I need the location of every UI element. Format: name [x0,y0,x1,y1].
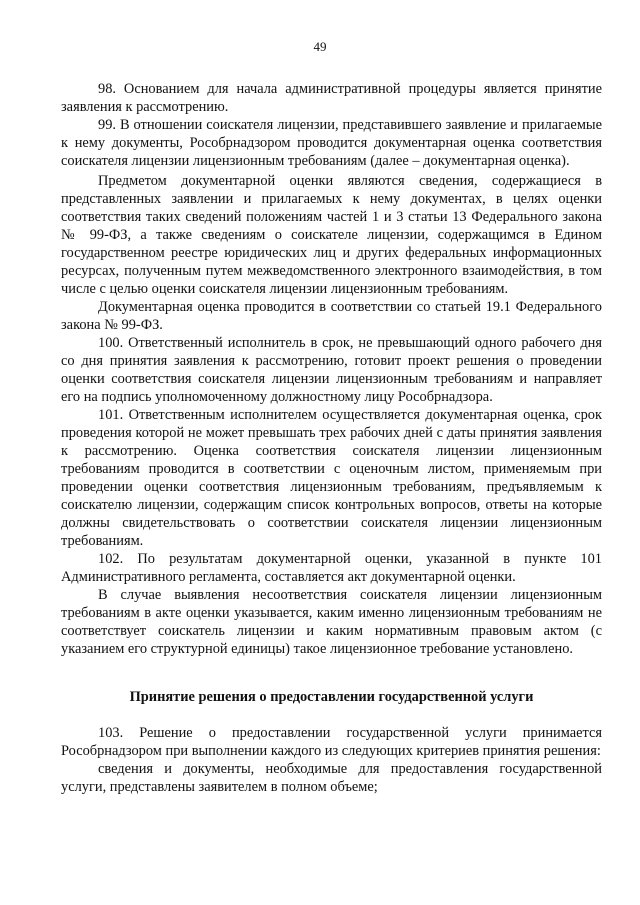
paragraph-101: 101. Ответственным исполнителем осуществляется документарная оценка, срок проведения которой не может превышать трех рабочих дней с даты принятия заявления к рассмотрению. Оценка соответствия соискателя лицензии лицензионным требованиям проводится в соответствии с оценочным листом, применяемым при проведении оценки соответствия лицензионным требованиям, предъявляемым к соискателю лицензии, содержащим список контрольных вопросов, ответы на которые должны свидетельствовать о соответствии соискателя лицензии лицензионным требованиям. [61,407,602,549]
section-heading: Принятие решения о предоставлении государственной услуги [129,689,534,705]
paragraph-criterion-1: сведения и документы, необходимые для предоставления государственной услуги, представлены заявителем в полном объеме; [61,761,602,795]
paragraph-98: 98. Основанием для начала административной процедуры является принятие заявления к рассмотрению. [61,81,602,115]
paragraph-documentary-assessment-basis: Документарная оценка проводится в соответствии со статьей 19.1 Федерального закона № 99-ФЗ. [61,299,602,333]
paragraph-nonconformity: В случае выявления несоответствия соискателя лицензии лицензионным требованиям в акте оценки указывается, каким именно лицензионным требованиям не соответствует соискатель лицензии и каким нормативным правовым актом (с указанием его структурной единицы) такое лицензионное требование установлено. [61,587,602,657]
paragraph-documentary-assessment-subject: Предметом документарной оценки являются сведения, содержащиеся в представленных заявлении и прилагаемых к нему документах, в целях оценки соответствия таких сведений положениям частей 1 и 3 статьи 13 Федерального закона № 99-ФЗ, а также сведениям о соискателе лицензии, содержащимся в Едином государственном реестре юридических лиц и других федеральных информационных ресурсах, полученным путем межведомственного электронного взаимодействия, в том числе с целью оценки соискателя лицензии лицензионным требованиям. [61,173,602,297]
paragraph-102: 102. По результатам документарной оценки, указанной в пункте 101 Административного регламента, составляется акт документарной оценки. [61,551,602,585]
page-body [61,80,602,796]
paragraph-100: 100. Ответственный исполнитель в срок, не превышающий одного рабочего дня со дня принятия заявления к рассмотрению, готовит проект решения о проведении оценки соответствия соискателя лицензии лицензионным требованиям и направляет его на подпись уполномоченному должностному лицу Рособрнадзора. [61,335,602,405]
paragraph-99: 99. В отношении соискателя лицензии, представившего заявление и прилагаемые к нему документы, Рособрнадзором проводится документарная оценка соответствия соискателя лицензии лицензионным требованиям (далее – документарная оценка). [61,117,602,169]
page-number: 49 [313,39,327,54]
paragraph-103: 103. Решение о предоставлении государственной услуги принимается Рособрнадзором при выполнении каждого из следующих критериев принятия решения: [61,725,602,759]
